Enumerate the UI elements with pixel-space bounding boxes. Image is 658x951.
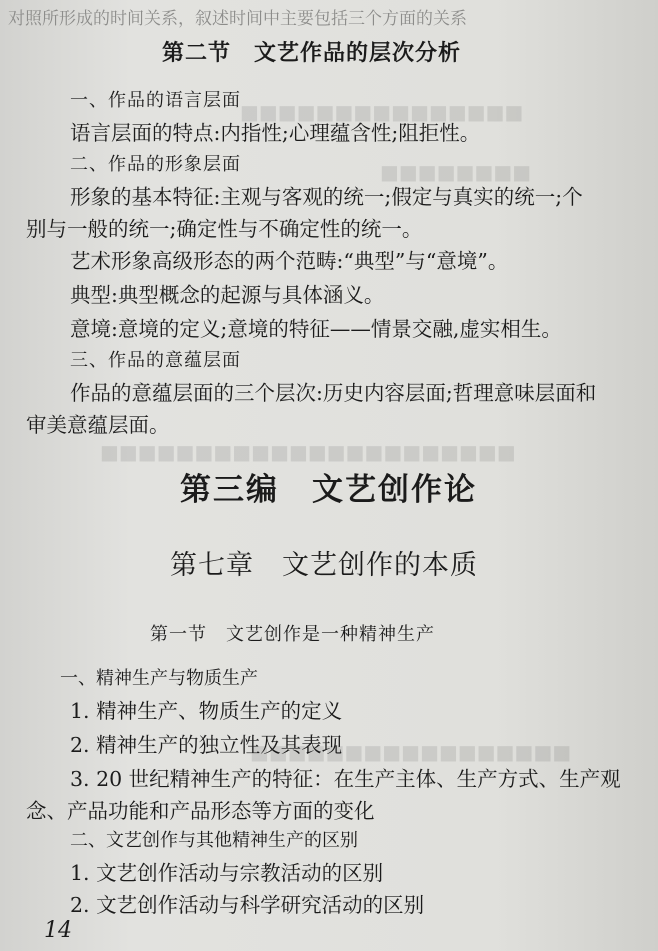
bleed-texture: ■■■■■■■■: [380, 160, 532, 184]
subsection-heading: 二、作品的形象层面: [70, 154, 241, 175]
list-item: 1. 精神生产、物质生产的定义: [70, 699, 343, 723]
paragraph: 语言层面的特点:内指性;心理蕴含性;阻拒性。: [70, 121, 481, 145]
paragraph: 艺术形象高级形态的两个范畴:“典型”与“意境”。: [70, 249, 509, 273]
list-item: 2. 精神生产的独立性及其表现: [70, 733, 343, 757]
part-title: 第三编 文艺创作论: [180, 472, 477, 508]
section-title: 第二节 文艺作品的层次分析: [162, 40, 462, 66]
bleed-texture: ■■■■■■■■■■■■■■■■■: [250, 740, 572, 764]
paragraph: 典型:典型概念的起源与具体涵义。: [70, 283, 385, 307]
bleed-texture: ■■■■■■■■■■■■■■■■■■■■■■: [100, 440, 516, 464]
list-item: 2. 文艺创作活动与科学研究活动的区别: [70, 893, 425, 917]
subsection-heading: 二、文艺创作与其他精神生产的区别: [70, 830, 358, 851]
paragraph: 作品的意蕴层面的三个层次:历史内容层面;哲理意味层面和: [70, 381, 597, 405]
paragraph: 别与一般的统一;确定性与不确定性的统一。: [26, 217, 423, 241]
list-item: 1. 文艺创作活动与宗教活动的区别: [70, 861, 384, 885]
section-title: 第一节 文艺创作是一种精神生产: [150, 624, 435, 645]
list-item-continuation: 念、产品功能和产品形态等方面的变化: [26, 799, 375, 823]
bleed-texture: ■■■■■■■■■■■■■■■: [240, 100, 524, 124]
top-partial-line: 对照所形成的时间关系，叙述时间中主要包括三个方面的关系: [8, 9, 467, 29]
subsection-heading: 一、精神生产与物质生产: [60, 668, 258, 689]
page-number: 14: [44, 918, 72, 943]
chapter-title: 第七章 文艺创作的本质: [170, 550, 478, 581]
paragraph: 意境:意境的定义;意境的特征——情景交融,虚实相生。: [70, 317, 562, 341]
subsection-heading: 三、作品的意蕴层面: [70, 350, 241, 371]
subsection-heading: 一、作品的语言层面: [70, 90, 241, 111]
list-item: 3. 20 世纪精神生产的特征：在生产主体、生产方式、生产观: [70, 767, 621, 791]
paragraph: 形象的基本特征:主观与客观的统一;假定与真实的统一;个: [70, 185, 583, 209]
paragraph: 审美意蕴层面。: [26, 413, 170, 437]
